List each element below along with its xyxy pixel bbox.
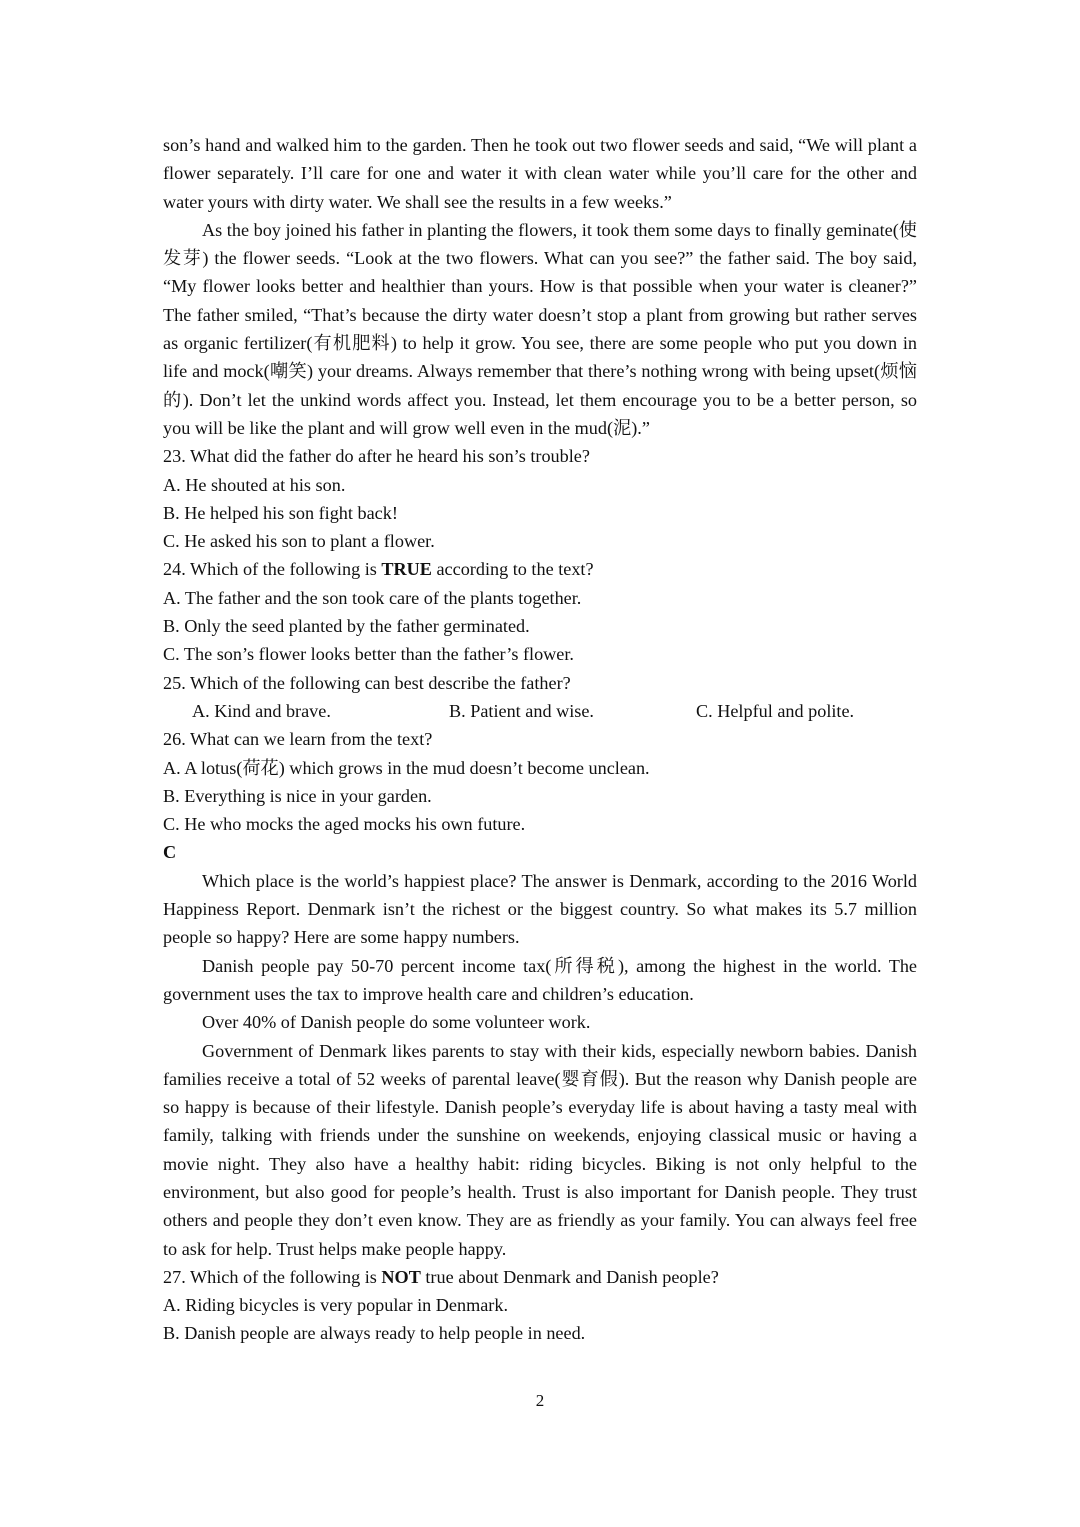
option-b: B. He helped his son fight back! bbox=[163, 502, 398, 523]
question-24 bbox=[163, 555, 917, 668]
option-b: B. Everything is nice in your garden. bbox=[163, 785, 432, 806]
option-c: C. He who mocks the aged mocks his own future. bbox=[163, 814, 526, 835]
question-stem: 23. What did the father do after he heard his son’s trouble? bbox=[163, 446, 590, 467]
option-b: B. Only the seed planted by the father germinated. bbox=[163, 616, 530, 637]
question-stem: 25. Which of the following can best describe the father? bbox=[163, 672, 571, 693]
stem-suffix: according to the text? bbox=[431, 559, 594, 580]
option-c: C. The son’s flower looks better than the father’s flower. bbox=[163, 644, 574, 665]
option-c: C. He asked his son to plant a flower. bbox=[163, 531, 435, 552]
section-title: C bbox=[163, 842, 177, 863]
option-a: A. The father and the son took care of the plants together. bbox=[163, 587, 582, 608]
option-a: A. Kind and brave. bbox=[192, 700, 331, 721]
option-b: B. Patient and wise. bbox=[449, 700, 594, 721]
option-a: A. Riding bicycles is very popular in Denmark. bbox=[163, 1295, 508, 1316]
question-25 bbox=[163, 669, 917, 726]
option-c: C. Helpful and polite. bbox=[696, 700, 855, 721]
question-26 bbox=[163, 725, 917, 838]
stem-emphasis: NOT bbox=[381, 1266, 421, 1287]
question-23 bbox=[163, 442, 917, 555]
paragraph: Which place is the world’s happiest place? The answer is Denmark, according to the 2016 World Happiness Report. Denmark isn’t the richest or the biggest country. So what makes its 5.7 million people so happy? Here are some happy numbers. bbox=[163, 870, 917, 948]
paragraph: Over 40% of Danish people do some volunteer work. bbox=[202, 1012, 591, 1033]
stem-suffix: true about Denmark and Danish people? bbox=[420, 1266, 719, 1287]
page-content bbox=[163, 131, 917, 1348]
option-b: B. Danish people are always ready to help people in need. bbox=[163, 1323, 586, 1344]
paragraph: As the boy joined his father in planting the flowers, it took them some days to finally geminate(使发芽) the flower seeds. “Look at the two flowers. What can you see?” the father said. The boy said, “My flower looks better and healthier than yours. How is that possible when your water is cleaner?” The father smiled, “That’s because the dirty water doesn’t stop a plant from growing but rather serves as organic fertilizer(有机肥料) to help it grow. You see, there are some people who put you down in life and mock(嘲笑) your dreams. Always remember that there’s nothing wrong with being upset(烦恼的). Don’t let the unkind words affect you. Instead, let them encourage you to be a better person, so you will be like the plant and will grow well even in the mud(泥).” bbox=[163, 219, 917, 438]
paragraph: Danish people pay 50-70 percent income tax(所得税), among the highest in the world. The government uses the tax to improve health care and children’s education. bbox=[163, 955, 917, 1004]
question-stem bbox=[163, 1263, 917, 1291]
question-stem: 26. What can we learn from the text? bbox=[163, 729, 433, 750]
stem-prefix: 27. Which of the following is bbox=[163, 1266, 382, 1287]
paragraph: Government of Denmark likes parents to stay with their kids, especially newborn babies. Danish families receive a total of 52 weeks of parental leave(婴育假). But the reason why Danish people are so happy is because of their lifestyle. Danish people’s everyday life is about having a tasty meal with family, talking with friends under the sunshine on weekends, enjoying classical music or having a movie night. They also have a healthy habit: riding bicycles. Biking is not only helpful to the environment, but also good for people’s health. Trust is also important for Danish people. They trust others and people they don’t even know. They are as friendly as your family. You can always feel free to ask for help. Trust helps make people happy. bbox=[163, 1040, 917, 1259]
stem-prefix: 24. Which of the following is bbox=[163, 559, 382, 580]
paragraph: son’s hand and walked him to the garden. Then he took out two flower seeds and said, “We will plant a flower separately. I’ll care for one and water it with clean water while you’ll care for the other and water yours with dirty water. We shall see the results in a few weeks.” bbox=[163, 135, 917, 212]
option-a: A. He shouted at his son. bbox=[163, 474, 346, 495]
question-stem bbox=[163, 555, 917, 583]
stem-emphasis: TRUE bbox=[381, 559, 432, 580]
option-a: A. A lotus(荷花) which grows in the mud doesn’t become unclean. bbox=[163, 757, 650, 778]
options-row bbox=[192, 697, 917, 725]
page-number: 2 bbox=[535, 1391, 545, 1410]
question-27 bbox=[163, 1263, 917, 1348]
